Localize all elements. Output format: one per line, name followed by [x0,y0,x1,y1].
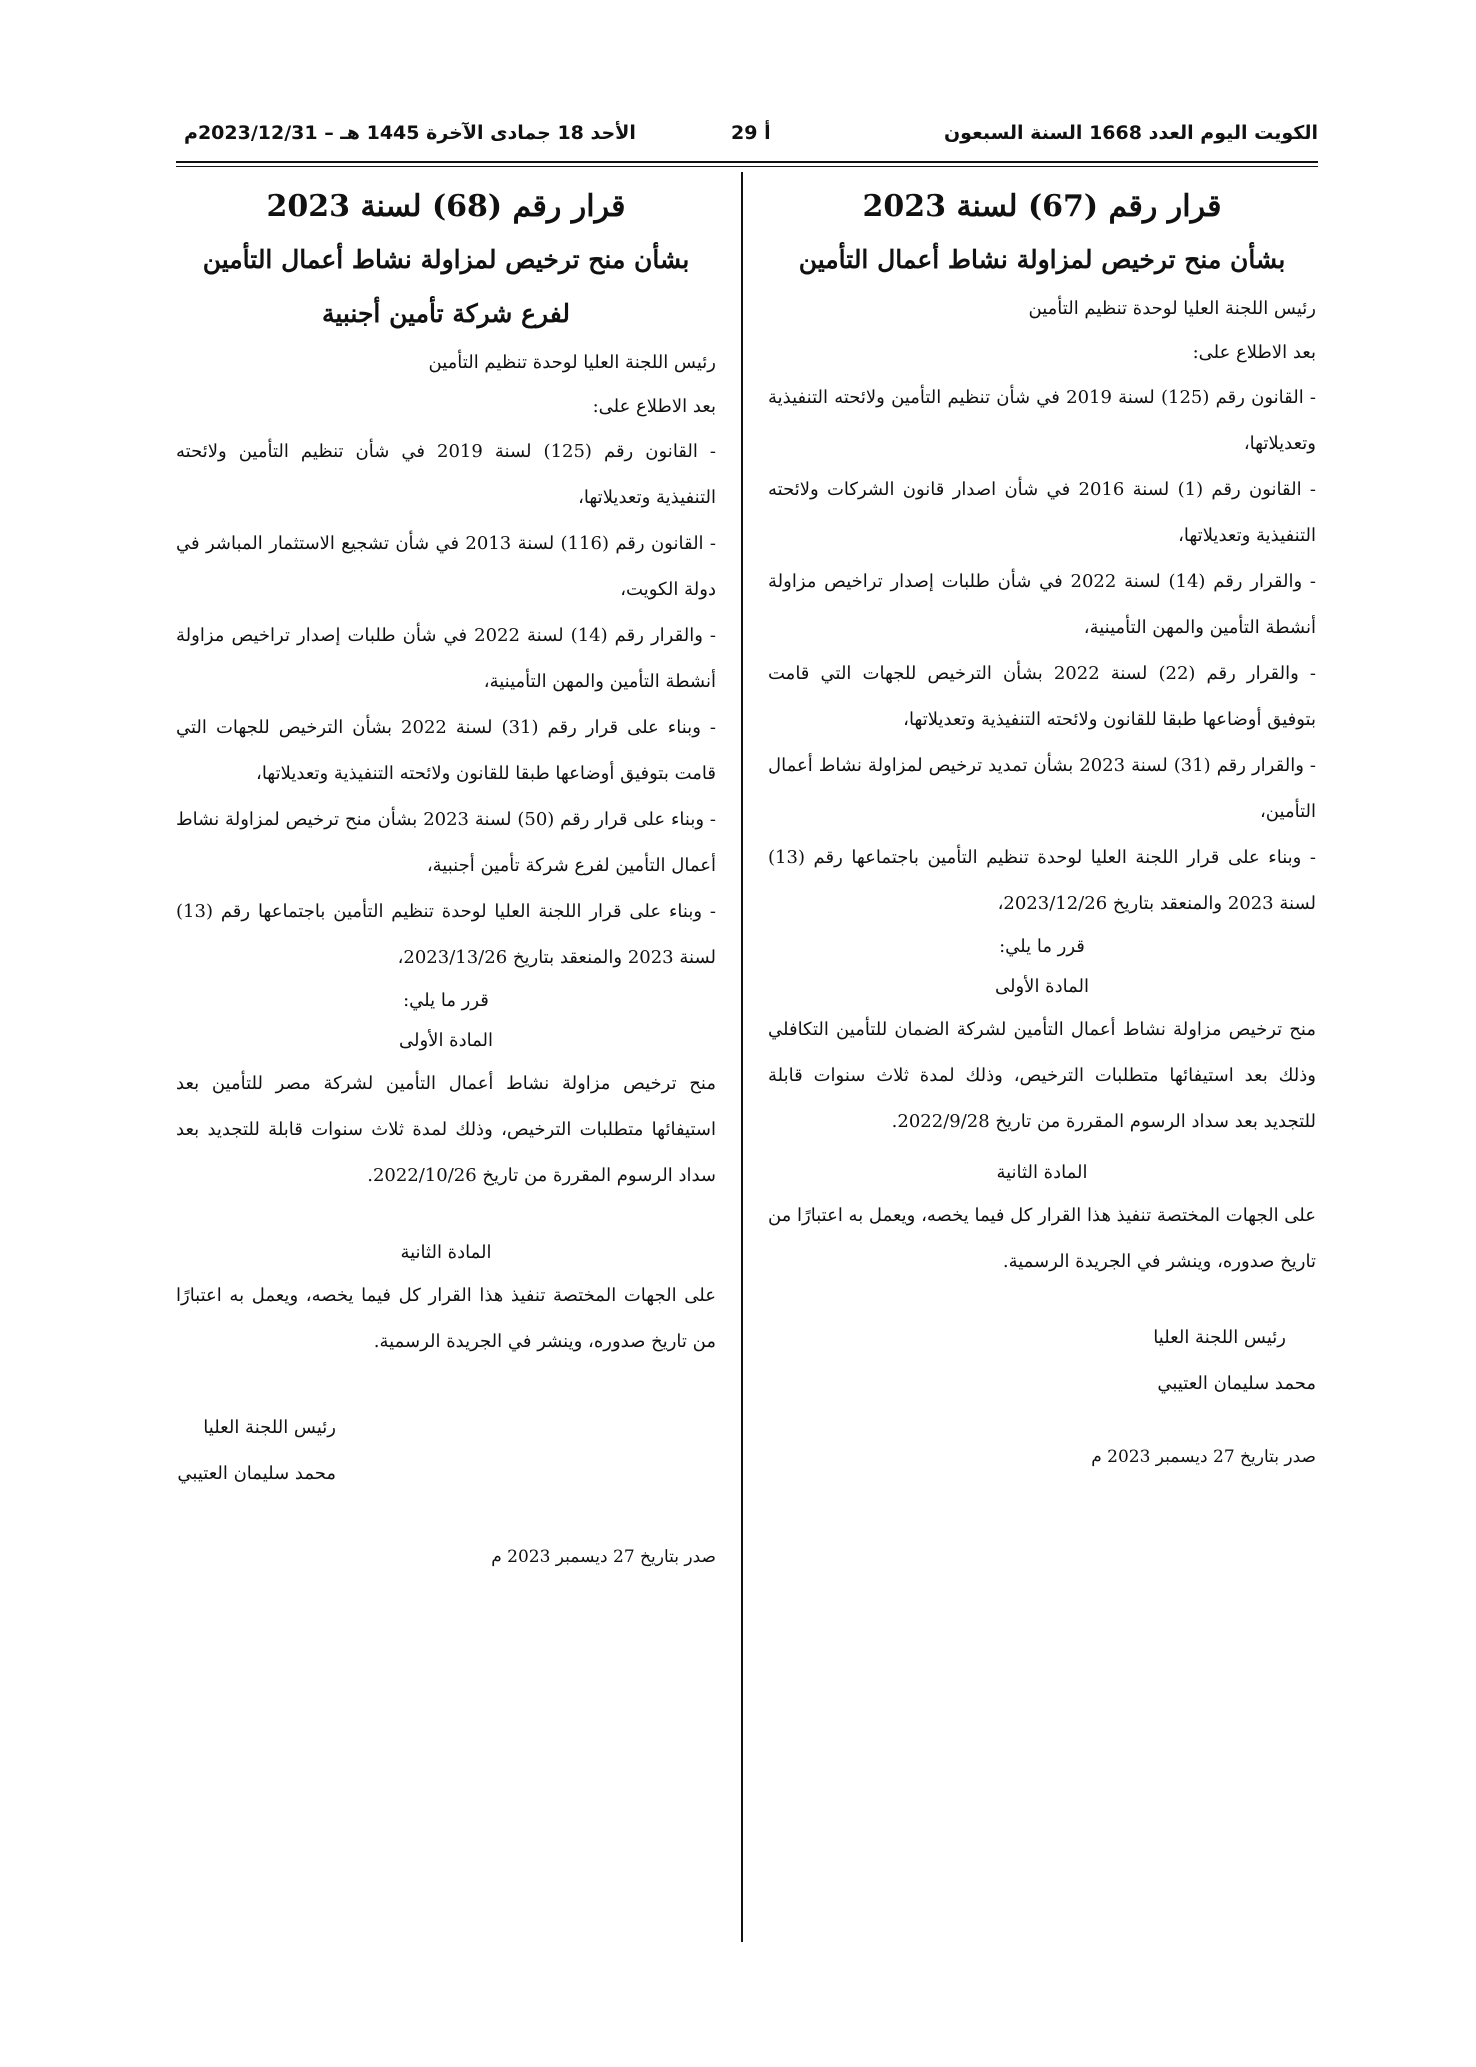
decree-68-article2-body: على الجهات المختصة تنفيذ هذا القرار كل فيما يخصه، ويعمل به اعتبارًا من تاريخ صدوره، وينشر في الجريدة الرسمية. [176,1285,716,1352]
header-rule-thin [176,166,1318,167]
decree-67-signer-name: محمد سليمان العتيبي [1157,1373,1316,1394]
decree-67-subtitle: بشأن منح ترخيص لمزاولة نشاط أعمال التأمين [798,245,1286,274]
decree-68-title: قرار رقم (68) لسنة 2023 [266,189,626,224]
decree-68-item: - القانون رقم (125) لسنة 2019 في شأن تنظيم التأمين ولائحته التنفيذية وتعديلاتها، [176,441,717,508]
decree-67-column [768,185,1316,1477]
decree-67-issuer: رئيس اللجنة العليا لوحدة تنظيم التأمين [1028,298,1316,319]
header-rule [176,161,1318,163]
decree-68-item: - والقرار رقم (14) لسنة 2022 في شأن طلبات إصدار تراخيص مزاولة أنشطة التأمين والمهن التأمينية، [176,625,717,692]
decree-67-article2-title: المادة الثانية [996,1162,1088,1183]
decree-68-issuer: رئيس اللجنة العليا لوحدة تنظيم التأمين [428,352,716,373]
decree-67-item: - القانون رقم (125) لسنة 2019 في شأن تنظيم التأمين ولائحته التنفيذية وتعديلاتها، [768,387,1316,454]
decree-67-title: قرار رقم (67) لسنة 2023 [862,189,1222,224]
decree-68-article2-title: المادة الثانية [400,1242,492,1263]
decree-67-article1-title: المادة الأولى [995,976,1089,997]
decree-68-issued: صدر بتاريخ 27 ديسمبر 2023 م [491,1547,716,1567]
decree-67-preamble: بعد الاطلاع على: [1192,342,1316,363]
decree-67-article1-body: منح ترخيص مزاولة نشاط أعمال التأمين لشركة الضمان للتأمين التكافلي وذلك بعد استيفائها متطلبات الترخيص، وذلك لمدة ثلاث سنوات قابلة للتجديد بعد سداد الرسوم المقررة من تاريخ 2022/9/28. [768,1019,1316,1132]
decree-68-signer-title: رئيس اللجنة العليا [203,1417,336,1438]
decree-67-issued: صدر بتاريخ 27 ديسمبر 2023 م [1091,1447,1316,1467]
decree-68-article1-title: المادة الأولى [399,1030,493,1051]
decree-67-item: - القانون رقم (1) لسنة 2016 في شأن اصدار قانون الشركات ولائحته التنفيذية وتعديلاتها، [768,479,1317,546]
decree-67-item: - والقرار رقم (31) لسنة 2023 بشأن تمديد ترخيص لمزاولة نشاط أعمال التأمين، [768,755,1316,822]
decree-68-item: - وبناء على قرار رقم (31) لسنة 2022 بشأن الترخيص للجهات التي قامت بتوفيق أوضاعها طبقا للقانون ولائحته التنفيذية وتعديلاتها، [176,717,716,784]
decree-67-signer-title: رئيس اللجنة العليا [1153,1327,1286,1348]
decree-68-signer-name: محمد سليمان العتيبي [177,1463,336,1484]
column-divider [741,172,743,1942]
decree-68-decided: قرر ما يلي: [403,990,489,1011]
decree-68-item: - القانون رقم (116) لسنة 2013 في شأن تشجيع الاستثمار المباشر في دولة الكويت، [176,533,716,600]
decree-68-article1-body: منح ترخيص مزاولة نشاط أعمال التأمين لشركة مصر للتأمين بعد استيفائها متطلبات الترخيص، وذلك لمدة ثلاث سنوات قابلة للتجديد بعد سداد الرسوم المقررة من تاريخ 2022/10/26. [176,1073,716,1186]
decree-68-item: - وبناء على قرار رقم (50) لسنة 2023 بشأن منح ترخيص لمزاولة نشاط أعمال التأمين لفرع شركة تأمين أجنبية، [176,809,716,876]
decree-68-subtitle-line2: لفرع شركة تأمين أجنبية [321,299,571,328]
decree-67-article2-body: على الجهات المختصة تنفيذ هذا القرار كل فيما يخصه، ويعمل به اعتبارًا من تاريخ صدوره، وينشر في الجريدة الرسمية. [767,1205,1316,1272]
decree-67-decided: قرر ما يلي: [999,936,1085,957]
decree-67-item: - وبناء على قرار اللجنة العليا لوحدة تنظيم التأمين باجتماعها رقم (13) لسنة 2023 والمنعقد بتاريخ 2023/12/26، [768,847,1316,914]
decree-67-item: - والقرار رقم (14) لسنة 2022 في شأن طلبات إصدار تراخيص مزاولة أنشطة التأمين والمهن التأمينية، [768,571,1317,638]
decree-67-item: - والقرار رقم (22) لسنة 2022 بشأن الترخيص للجهات التي قامت بتوفيق أوضاعها طبقا للقانون ولائحته التنفيذية وتعديلاتها، [768,663,1316,730]
issue-date: الأحد 18 جمادى الآخرة 1445 هـ – 2023/12/31م [184,122,636,144]
page-header [176,120,1318,150]
page-number: أ 29 [731,122,771,144]
decree-68-column [176,185,716,1577]
decree-68-subtitle-line1: بشأن منح ترخيص لمزاولة نشاط أعمال التأمين [202,245,690,274]
decree-68-item: - وبناء على قرار اللجنة العليا لوحدة تنظيم التأمين باجتماعها رقم (13) لسنة 2023 والمنعقد بتاريخ 2023/13/26، [176,901,716,968]
gazette-issue: الكويت اليوم العدد 1668 السنة السبعون [943,122,1318,144]
decree-68-preamble: بعد الاطلاع على: [592,396,716,417]
